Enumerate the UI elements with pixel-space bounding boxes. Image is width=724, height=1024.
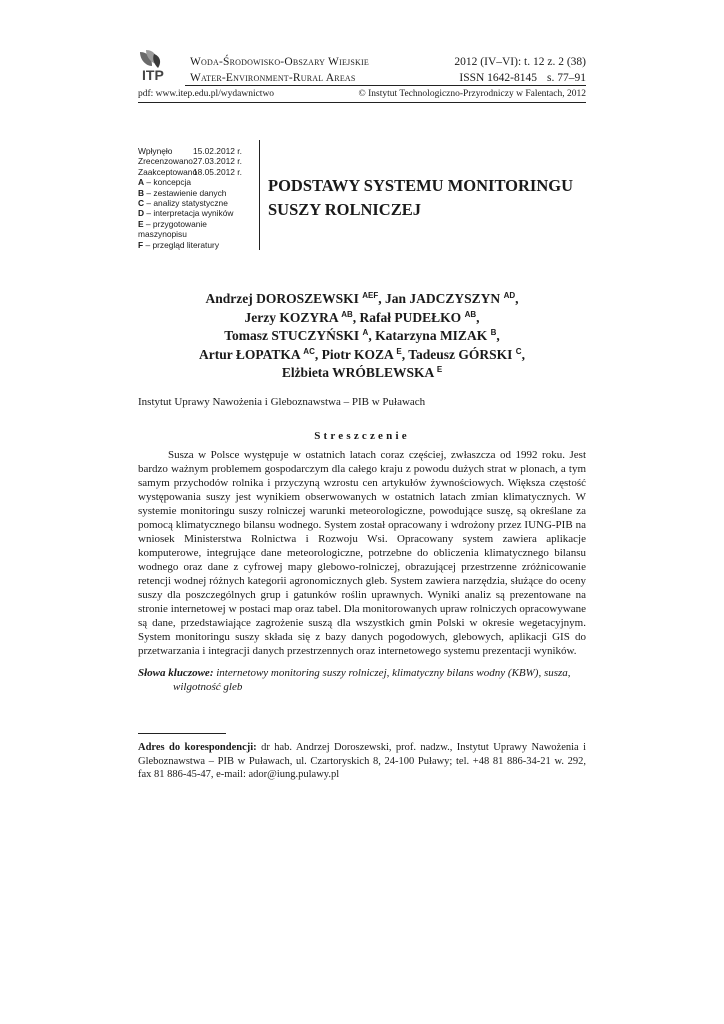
author-list [138,290,586,383]
author-separator: , [496,328,500,343]
author-line [138,346,586,365]
abstract-heading: Streszczenie [314,430,410,442]
author [375,328,500,343]
role-code: A [138,177,145,188]
author-name: Jan JADCZYSZYN [385,291,501,306]
title-line-1: PODSTAWY SYSTEMU MONITORINGU [268,176,573,195]
author-contribution: AB [341,309,353,319]
author [322,347,409,362]
author [282,365,442,380]
author-contribution: E [396,346,402,356]
date-label: Zrecenzowano [138,156,193,167]
keywords-label: Słowa kluczowe: [138,667,214,679]
author-separator: , [368,328,376,343]
author-separator: , [352,309,360,325]
role-code: C [138,198,145,209]
itp-logo [138,50,182,84]
author-contribution: A [362,328,369,337]
abstract-text: Susza w Polsce występuje w ostatnich latach coraz częściej, zwłaszcza od 1992 roku. Jest bardzo ważnym problemem gospodarczym dla całego kraju z powodu dużych strat w plonach, a tym samym przychodów rolnika i przyczyną wzrostu cen artykułów żywnościowych. Większa częstość występowania suszy jest wynikiem obserwowanych w ostatnich latach zmian klimatycznych. W systemie monitoringu suszy rolniczej warunki meteorologiczne, powodujące suszę, są określane za pomocą klimatycznego bilansu wodnego. System został opracowany i wdrożony przez IUNG-PIB na wniosek Ministerstwa Rolnictwa i Rozwoju Wsi. Opracowany system zawiera aplikacje komputerowe, integrujące dane meteorologiczne, potrzebne do obliczenia klimatycznego bilansu wodnego oraz dane z cyfrowej mapy glebowo-rolniczej, obrazującej przestrzenne zróżnicowanie retencji wodnej różnych kategorii agronomicznych gleb. System zawiera narzędzia, służące do oceny suszy dla poszczególnych grup i gatunków roślin uprawnych. Wyniki analiz są prezentowane na stronie internetowej w postaci map oraz tabel. Dla monitorowanych upraw rolniczych opracowywane są dane, przedstawiające zagrożenie suszą dla wszystkich gmin Polski w okresie wegetacyjnym. System monitoringu suszy składa się z bazy danych pogodowych, glebowych, aplikacji GIS do przetwarzania i integracji danych przestrzennych oraz internetowego systemu prezentacji wyników. [138,449,586,657]
keywords-line-2: wilgotność gleb [173,681,243,693]
author-separator: , [314,346,322,362]
author-name: Jerzy KOZYRA [244,309,338,325]
date-value: 18.05.2012 r. [193,166,242,177]
journal-title-pl: Woda-Środowisko-Obszary Wiejskie [190,56,369,68]
author-line [138,364,586,383]
journal-title [190,54,369,86]
author-name: Elżbieta WRÓBLEWSKA [281,365,434,380]
author-contribution: AB [464,309,477,319]
author-name: Piotr KOZA [321,346,393,362]
role-desc: – interpretacja wyników [146,208,234,219]
role-desc: – przegląd literatury [145,239,220,250]
author-name: Rafał PUDEŁKO [359,309,462,325]
author [199,347,322,362]
author [408,347,525,362]
author [360,310,480,325]
footnote-rule [138,733,226,734]
author-contribution: E [436,365,443,374]
date-row [138,156,258,166]
author-line [138,327,586,346]
role-code: E [138,218,144,229]
role-row [138,177,258,187]
author-separator: , [378,291,386,306]
keywords-line-1: internetowy monitoring suszy rolniczej, klimatyczny bilans wodny (KBW), susza, [216,667,571,679]
article-title [268,174,598,222]
author [385,291,518,306]
date-value: 15.02.2012 r. [193,146,242,156]
role-desc: – koncepcja [146,177,192,188]
journal-meta [454,54,586,86]
date-label: Zaakceptowano [138,166,198,177]
correspondence-text: dr hab. Andrzej Doroszewski, prof. nadzw., Instytut Uprawy Nawożenia i Gleboznawstwa – PIB w Puławach, ul. Czartoryskich 8, 24-100 Puławy; tel. +48 81 886-34-21 w. 292, fax 81 886-45-47, e-mail: ador@iung.pulawy.pl [138,742,586,780]
correspondence [138,741,586,782]
date-row [138,146,258,156]
issn-row [454,70,586,86]
role-code: B [138,187,145,198]
correspondence-label: Adres do korespondencji: [138,742,257,753]
header-rule-bottom [138,102,586,103]
author-name: Artur ŁOPATKA [199,346,300,362]
copyright: © Instytut Technologiczno-Przyrodniczy w Falentach, 2012 [358,89,586,99]
author-name: Tomasz STUCZYŃSKI [224,328,360,343]
header-rule-top [185,85,586,86]
role-desc: – przygotowanie maszynopisu [138,218,207,240]
date-label: Wpłynęło [138,146,173,156]
role-code: F [138,239,144,250]
author-line [138,309,586,328]
author-contribution: AEF [362,291,379,300]
author-contribution: AD [503,291,516,300]
author-name: Katarzyna MIZAK [375,328,488,343]
role-row [138,208,258,218]
page-range: s. 77–91 [547,72,586,84]
role-desc: – analizy statystyczne [146,198,228,209]
author-line [138,290,586,309]
author-separator: , [401,346,409,362]
author [206,291,386,306]
vertical-divider [259,140,260,250]
role-code: D [138,208,145,219]
author-separator: , [476,309,480,325]
role-desc: – zestawienie danych [146,187,227,198]
journal-title-en: Water-Environment-Rural Areas [190,72,356,84]
pdf-link[interactable]: pdf: www.itep.edu.pl/wydawnictwo [138,89,275,99]
logo-text: ITP [142,67,164,83]
role-row [138,188,258,198]
author-name: Tadeusz GÓRSKI [408,346,513,362]
affiliation: Instytut Uprawy Nawożenia i Gleboznawstwa – PIB w Puławach [138,396,426,408]
author-name: Andrzej DOROSZEWSKI [205,291,359,306]
role-row [138,240,258,250]
issue-info: 2012 (IV–VI): t. 12 z. 2 (38) [454,56,586,68]
author [244,310,359,325]
author-separator: , [515,291,519,306]
role-row [138,219,258,240]
role-row [138,198,258,208]
date-row [138,167,258,177]
title-line-2: SUSZY ROLNICZEJ [268,200,421,219]
keywords [138,666,586,694]
author [224,328,375,343]
author-contribution: B [490,328,497,337]
author-contribution: AC [303,346,315,356]
date-value: 27.03.2012 r. [193,156,242,167]
author-contribution: C [515,346,522,356]
submission-info [138,146,258,250]
issn: ISSN 1642-8145 [459,72,538,84]
author-separator: , [521,346,525,362]
